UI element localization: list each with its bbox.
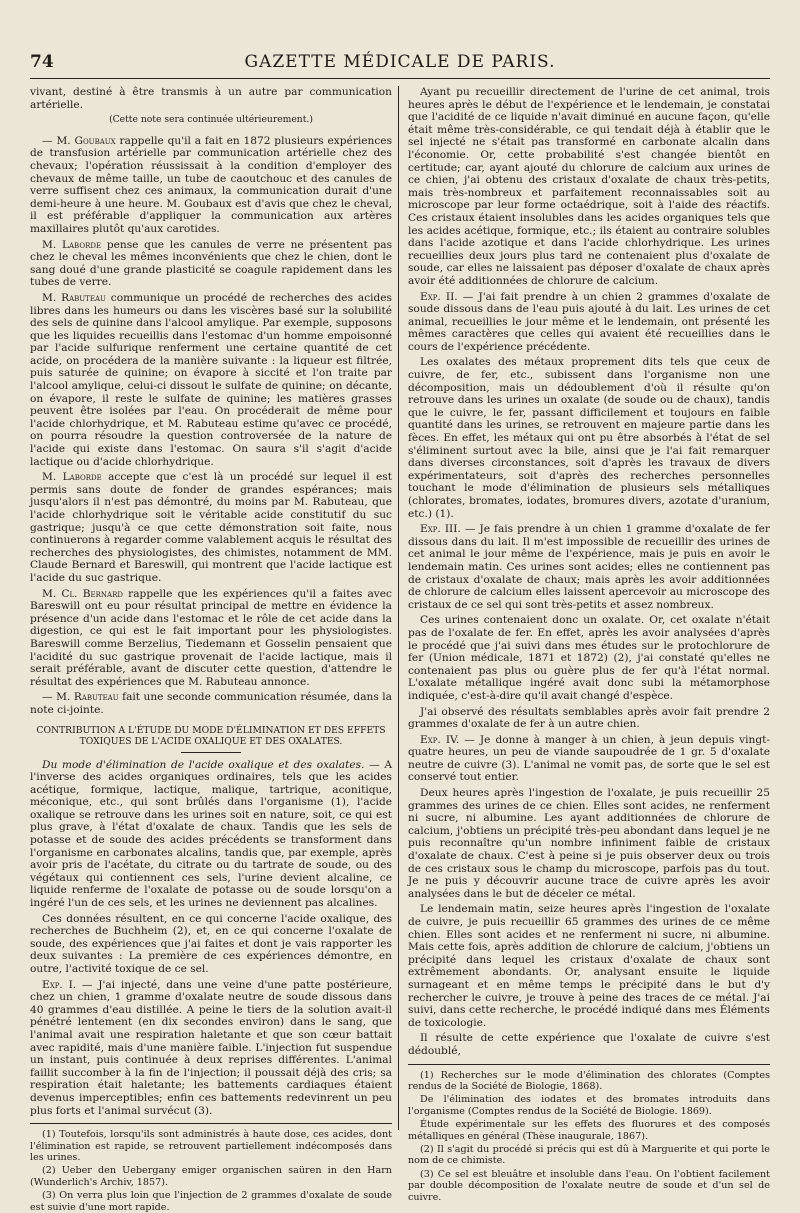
experiment-2-paragraph bbox=[408, 291, 770, 354]
donnees-paragraph: Ces données résultent, en ce qui concerne l'acide oxalique, des recherches de Buchheim (2), et, en ce qui concerne l'oxalate de soude, des expériences que j'ai faites et dont je vais rapporter les deux suivantes : La première de ces expériences démontre, en outre, l'activité toxique de ce sel. bbox=[30, 912, 392, 975]
footnote: (2) Ueber den Uebergany emiger organischen saüren in den Harn (Wunderlich's Archiv, 1857). bbox=[30, 1165, 392, 1188]
speaker-name: M. Rabuteau bbox=[42, 291, 106, 304]
journal-title: GAZETTE MÉDICALE DE PARIS. bbox=[244, 52, 556, 72]
rabuteau-paragraph-2: — M. Rabuteau fait une seconde communication résumée, dans la note ci-jointe. bbox=[30, 691, 392, 716]
footnote: (1) Recherches sur le mode d'élimination des chlorates (Comptes rendus de la Société de Biologie, 1868). bbox=[408, 1069, 770, 1092]
section-rule bbox=[181, 752, 241, 753]
two-hours-paragraph: Deux heures après l'ingestion de l'oxalate, je puis recueillir 25 grammes des urines de ce chien. Elles sont acides, ne renferment ni sucre, ni albumine. Les ayant additionnées de chlorure de calcium, j'obtiens un précipité très-peu abondant dans lequel je ne puis reconnaître qu'un nombre infiniment faible de cristaux d'oxalate de chaux. C'est à peine si je puis observer deux ou trois de ces cristaux sous le champ du microscope, parfois pas du tout. Je ne puis y découvrir aucune trace de cuivre après les avoir analysées dans le but de déceler ce métal. bbox=[408, 787, 770, 900]
paragraph-text: communique un procédé de recherches des acides libres dans les humeurs ou dans les viscères basé sur la solubilité des sels de quinine dans l'alcool amylique. Par exemple, supposons que les liquides recueillis dans l'estomac d'un homme empoisonné par l'acide sulfurique renferment une certaine quantité de cet acide, on procédera de la manière suivante : la liqueur est filtrée, puis saturée de quinine; on évapore à siccité et l'on traite par l'alcool amylique, celui-ci dissout le sulfate de quinine; on décante, on évapore, il reste le sulfate de quinine; les matières grasses peuvent être isolées par l'eau. On procéderait de même pour l'acide chlorhydrique, et M. Rabuteau estime qu'avec ce procédé, on pourra résoudre la question controversée de la nature de l'acide qui existe dans l'estomac. On saura s'il s'agit d'acide lactique ou d'acide chlorhydrique. bbox=[30, 291, 392, 468]
paragraph-text: — Je donne à manger à un chien, à jeun depuis vingt-quatre heures, un peu de viande saupoudrée de 1 gr. 5 d'oxalate neutre de cuivre (3). L'animal ne vomit pas, de sorte que le sel est conservé tout entier. bbox=[408, 733, 770, 784]
right-footnotes bbox=[408, 1064, 770, 1203]
paragraph-text: fait une seconde communication résumée, dans la note ci-jointe. bbox=[30, 691, 392, 716]
paragraph-text: accepte que c'est là un procédé sur lequel il est permis sans doute de fonder de grandes espérances; mais jusqu'alors il n'est pas démontré, du moins par M. Rabuteau, que l'acide chlorhydrique soit le véritable acide constitutif du suc gastrique; jusqu'à ce que cette démonstration soit faite, nous continuerons à regarder comme valablement acquis le résultat des recherches des physiologistes, des chimistes, notamment de MM. Claude Bernard et Bareswill, qui montrent que l'acide lactique est l'acide du suc gastrique. bbox=[30, 471, 392, 584]
intro-paragraph: vivant, destiné à être transmis à un autre par communication artérielle. bbox=[30, 86, 392, 111]
page-header bbox=[30, 52, 770, 76]
page-number: 74 bbox=[30, 52, 54, 72]
footnote: Étude expérimentale sur les effets des fluorures et des composés métalliques en général (Thèse inaugurale, 1867). bbox=[408, 1119, 770, 1142]
experiment-4-paragraph bbox=[408, 734, 770, 784]
paragraph-text: pense que les canules de verre ne présentent pas chez le cheval les mêmes inconvénients que chez le chien, dont le sang doué d'une grande plasticité se coagule rapidement dans les tubes de verre. bbox=[30, 238, 393, 289]
footnote: (1) Toutefois, lorsqu'ils sont administrés à haute dose, ces acides, dont l'élimination est rapide, se retrouvent partiellement indécomposés dans les urines. bbox=[30, 1129, 392, 1163]
bernard-paragraph bbox=[30, 588, 392, 689]
footnote: (3) On verra plus loin que l'injection de 2 grammes d'oxalate de soude est suivie d'une mort rapide. bbox=[30, 1190, 392, 1213]
footnote: (2) Il s'agit du procédé si précis qui est dû à Marguerite et qui porte le nom de ce chimiste. bbox=[408, 1143, 770, 1167]
laborde-paragraph-1 bbox=[30, 239, 392, 289]
laborde-paragraph-2 bbox=[30, 471, 392, 584]
speaker-name: M. Laborde bbox=[42, 238, 102, 251]
paragraph-text: — J'ai fait prendre à un chien 2 grammes d'oxalate de soude dissous dans de l'eau puis ajouté à du lait. Les urines de cet animal, recueillies le jour même et le lendemain, ont présenté les mêmes caractères que celles qui avaient été recueillies dans le cours de l'expérience précédente. bbox=[408, 290, 770, 353]
rabuteau-paragraph-1 bbox=[30, 292, 392, 468]
experiment-3-paragraph bbox=[408, 523, 770, 611]
experiment-label: Exp. IV. bbox=[420, 733, 460, 746]
paragraph-text: — A l'inverse des acides organiques ordinaires, tels que les acides acétique, formique, lactique, malique, tartrique, aconitique, méconique, etc., qui sont brûlés dans l'organisme (1), l'acide oxalique se retrouve dans les urines soit en nature, soit, ce qui est plus grave, à l'état d'oxalate de chaux. Tandis que les sels de potasse et de soude des acides précédents se transforment dans l'organisme en carbonates alcalins, tandis que, par exemple, après avoir pris de l'acétate, du citrate ou du tartrate de soude, ou des végétaux qui contiennent ces sels, l'urine devient alcaline, ce liquide renferme de l'oxalate de potasse ou de soude lorsqu'on a ingéré l'un de ces sels, et les urines ne deviennent pas alcalines. bbox=[30, 758, 392, 910]
experiment-1-paragraph bbox=[30, 979, 392, 1118]
metal-oxalates-paragraph: Les oxalates des métaux proprement dits tels que ceux de cuivre, de fer, etc., subissent dans l'organisme non une décomposition, mais un dédoublement d'où il résulte qu'on retrouve dans les urines un oxalate (de soude ou de chaux), tandis que le cuivre, le fer, passant difficilement et toujours en faible quantité dans les urines, se retrouvent en majeure partie dans les fèces. En effet, les métaux qui ont pu être absorbés à l'état de sel s'éliminent surtout avec la bile, ainsi que je l'ai fait remarquer dans diverses circonstances, soit d'après les travaux de divers expérimentateurs, soit d'après des recherches personnelles touchant le mode d'élimination de plusieurs sels métalliques (chlorates, bromates, iodates, bromures divers, azotate d'uranium, etc.) (1). bbox=[408, 356, 770, 520]
speaker-name: M. Cl. Bernard bbox=[42, 587, 123, 600]
experiment-label: Exp. II. bbox=[420, 290, 458, 303]
paragraph-text: rappelle qu'il a fait en 1872 plusieurs expériences de transfusion artérielle par communication artérielle chez des chevaux; l'opération réussissait à la condition d'employer des chevaux de même taille, un tube de caoutchouc et des canules de verre suffisent chez ces animaux, la communication durait d'une demi-heure à une heure. M. Goubaux est d'avis que chez le cheval, il est préférable d'appliquer la communication aux artères maxillaires plutôt qu'aux carotides. bbox=[30, 134, 393, 235]
paragraph-text: rappelle que les expériences qu'il a faites avec Bareswill ont eu pour résultat principal de mettre en évidence la présence d'un acide dans l'estomac et le rôle de cet acide dans la digestion, ce qui est le fait important pour les physiologistes. Bareswill comme Berzelius, Tiedemann et Gosselin pensaient que l'acidité du suc gastrique provenait de l'acide lactique, mais il serait préférable, avant de discuter cette question, d'attendre le résultat des expériences que M. Rabuteau annonce. bbox=[30, 587, 392, 688]
paragraph-lead: Du mode d'élimination de l'acide oxalique et des oxalates. bbox=[42, 758, 365, 771]
header-rule bbox=[30, 78, 770, 79]
urines-oxalate-paragraph: Ces urines contenaient donc un oxalate. Or, cet oxalate n'était pas de l'oxalate de fer. En effet, après les avoir analysées d'après le procédé que j'ai suivi dans mes études sur le protochlorure de fer (Union médicale, 1871 et 1872) (2), j'ai constaté qu'elles ne contenaient pas plus ou guère plus de fer qu'à l'état normal. L'oxalate métallique ingéré avait donc subi la métamorphose indiquée, c'est-à-dire qu'il avait changé d'espèce. bbox=[408, 614, 770, 702]
experiment-label: Exp. III. bbox=[420, 523, 461, 536]
section-title bbox=[30, 725, 392, 753]
experiment-label: Exp. I. bbox=[42, 978, 77, 991]
section-title-text: CONTRIBUTION A L'ÉTUDE DU MODE D'ÉLIMINATION ET DES EFFETS TOXIQUES DE L'ACIDE OXALIQUE ET DES OXALATES. bbox=[36, 724, 386, 747]
paragraph-text: — Je fais prendre à un chien 1 gramme d'oxalate de fer dissous dans du lait. Il m'est impossible de recueillir des urines de cet animal le jour même de l'expérience, mais je puis en avoir le lendemain matin. Ces urines sont acides; elles ne contiennent pas de cristaux d'oxalate de chaux; mais après les avoir additionnées de chlorure de calcium elles laissent apercevoir au microscope des cristaux de ce sel qui sont très-petits et assez nombreux. bbox=[408, 523, 770, 611]
column-divider bbox=[398, 86, 399, 1130]
left-footnotes bbox=[30, 1123, 392, 1213]
speaker-name: M. Goubaux bbox=[56, 134, 116, 147]
continuation-note: (Cette note sera continuée ultérieurement.) bbox=[109, 114, 313, 126]
similar-results-paragraph: J'ai observé des résultats semblables après avoir fait prendre 2 grammes d'oxalate de fer à un autre chien. bbox=[408, 705, 770, 731]
goubaux-paragraph: — M. Goubaux rappelle qu'il a fait en 1872 plusieurs expériences de transfusion artérielle par communication artérielle chez des chevaux; l'opération réussissait à la condition d'employer des chevaux de même taille, un tube de caoutchouc et des canules de verre suffisent chez ces animaux, la communication durait d'une demi-heure à une heure. M. Goubaux est d'avis que chez le cheval, il est préférable d'appliquer la communication aux artères maxillaires plutôt qu'aux carotides. bbox=[30, 134, 393, 235]
conclusion-paragraph: Il résulte de cette expérience que l'oxalate de cuivre s'est dédoublé, bbox=[408, 1032, 770, 1057]
footnote: (3) Ce sel est bleuâtre et insoluble dans l'eau. On l'obtient facilement par double décomposition de l'oxalate neutre de soude et d'un sel de cuivre. bbox=[408, 1168, 770, 1203]
speaker-name: M. Laborde bbox=[42, 471, 102, 484]
urine-acidity-paragraph: Ayant pu recueillir directement de l'urine de cet animal, trois heures après le début de l'expérience et le lendemain, je constatai que l'acidité de ce liquide n'avait diminué en aucune façon, qu'elle était même très-considérable, ce qui tendait déjà à établir que le sel injecté ne s'était pas transformé en carbonate alcalin dans l'économie. Or, cette probabilité s'est changée bientôt en certitude; car, ayant ajouté du chlorure de calcium aux urines de ce chien, j'ai obtenu des cristaux d'oxalate de chaux très-petits, mais très-nombreux et parfaitement reconnaissables soit au microscope par leur forme octaédrique, soit à l'aide des réactifs. Ces cristaux étaient insolubles dans les acides organiques tels que les acides acétique, formique, etc.; ils étaient au contraire solubles dans l'acide azotique et dans l'acide chlorhydrique. Les urines recueillies deux jours plus tard ne contenaient plus d'oxalate de soude, car elles ne laissaient pas déposer d'oxalate de chaux après avoir été additionnées de chlorure de calcium. bbox=[408, 86, 770, 287]
speaker-name: M. Rabuteau bbox=[56, 691, 119, 704]
right-column bbox=[408, 86, 770, 1203]
next-morning-paragraph: Le lendemain matin, seize heures après l'ingestion de l'oxalate de cuivre, je puis recueillir 65 grammes des urines de ce même chien. Elles sont acides et ne renferment ni sucre, ni albumine. Mais cette fois, après addition de chlorure de calcium, j'obtiens un précipité dans lequel les cristaux d'oxalate de chaux sont extrêmement abondants. Or, analysant ensuite le liquide surnageant et en même temps le précipité dans le but d'y rechercher le cuivre, je trouve à peine des traces de ce métal. J'ai suivi, dans cette recherche, le procédé indiqué dans mes Éléments de toxicologie. bbox=[408, 903, 770, 1029]
paragraph-text: — J'ai injecté, dans une veine d'une patte postérieure, chez un chien, 1 gramme d'oxalate neutre de soude dissous dans 40 grammes d'eau distillée. A peine le tiers de la solution avait-il pénétré lentement (en dix secondes environ) dans le sang, que l'animal avait une respiration haletante et que son cœur battait avec rapidité, mais d'une manière faible. L'injection fut suspendue un instant, puis continuée à deux reprises différentes. L'animal faillit succomber à la fin de l'injection; il poussait déjà des cris; sa respiration était haletante; les battements cardiaques étaient devenus imperceptibles; enfin ces battements redevinrent un peu plus forts et l'animal survécut (3). bbox=[30, 978, 392, 1117]
left-column bbox=[30, 86, 393, 1213]
mode-elimination-paragraph bbox=[30, 759, 392, 910]
footnote: De l'élimination des iodates et des bromates introduits dans l'organisme (Comptes rendus de la Société de Biologie. 1869). bbox=[408, 1094, 770, 1117]
